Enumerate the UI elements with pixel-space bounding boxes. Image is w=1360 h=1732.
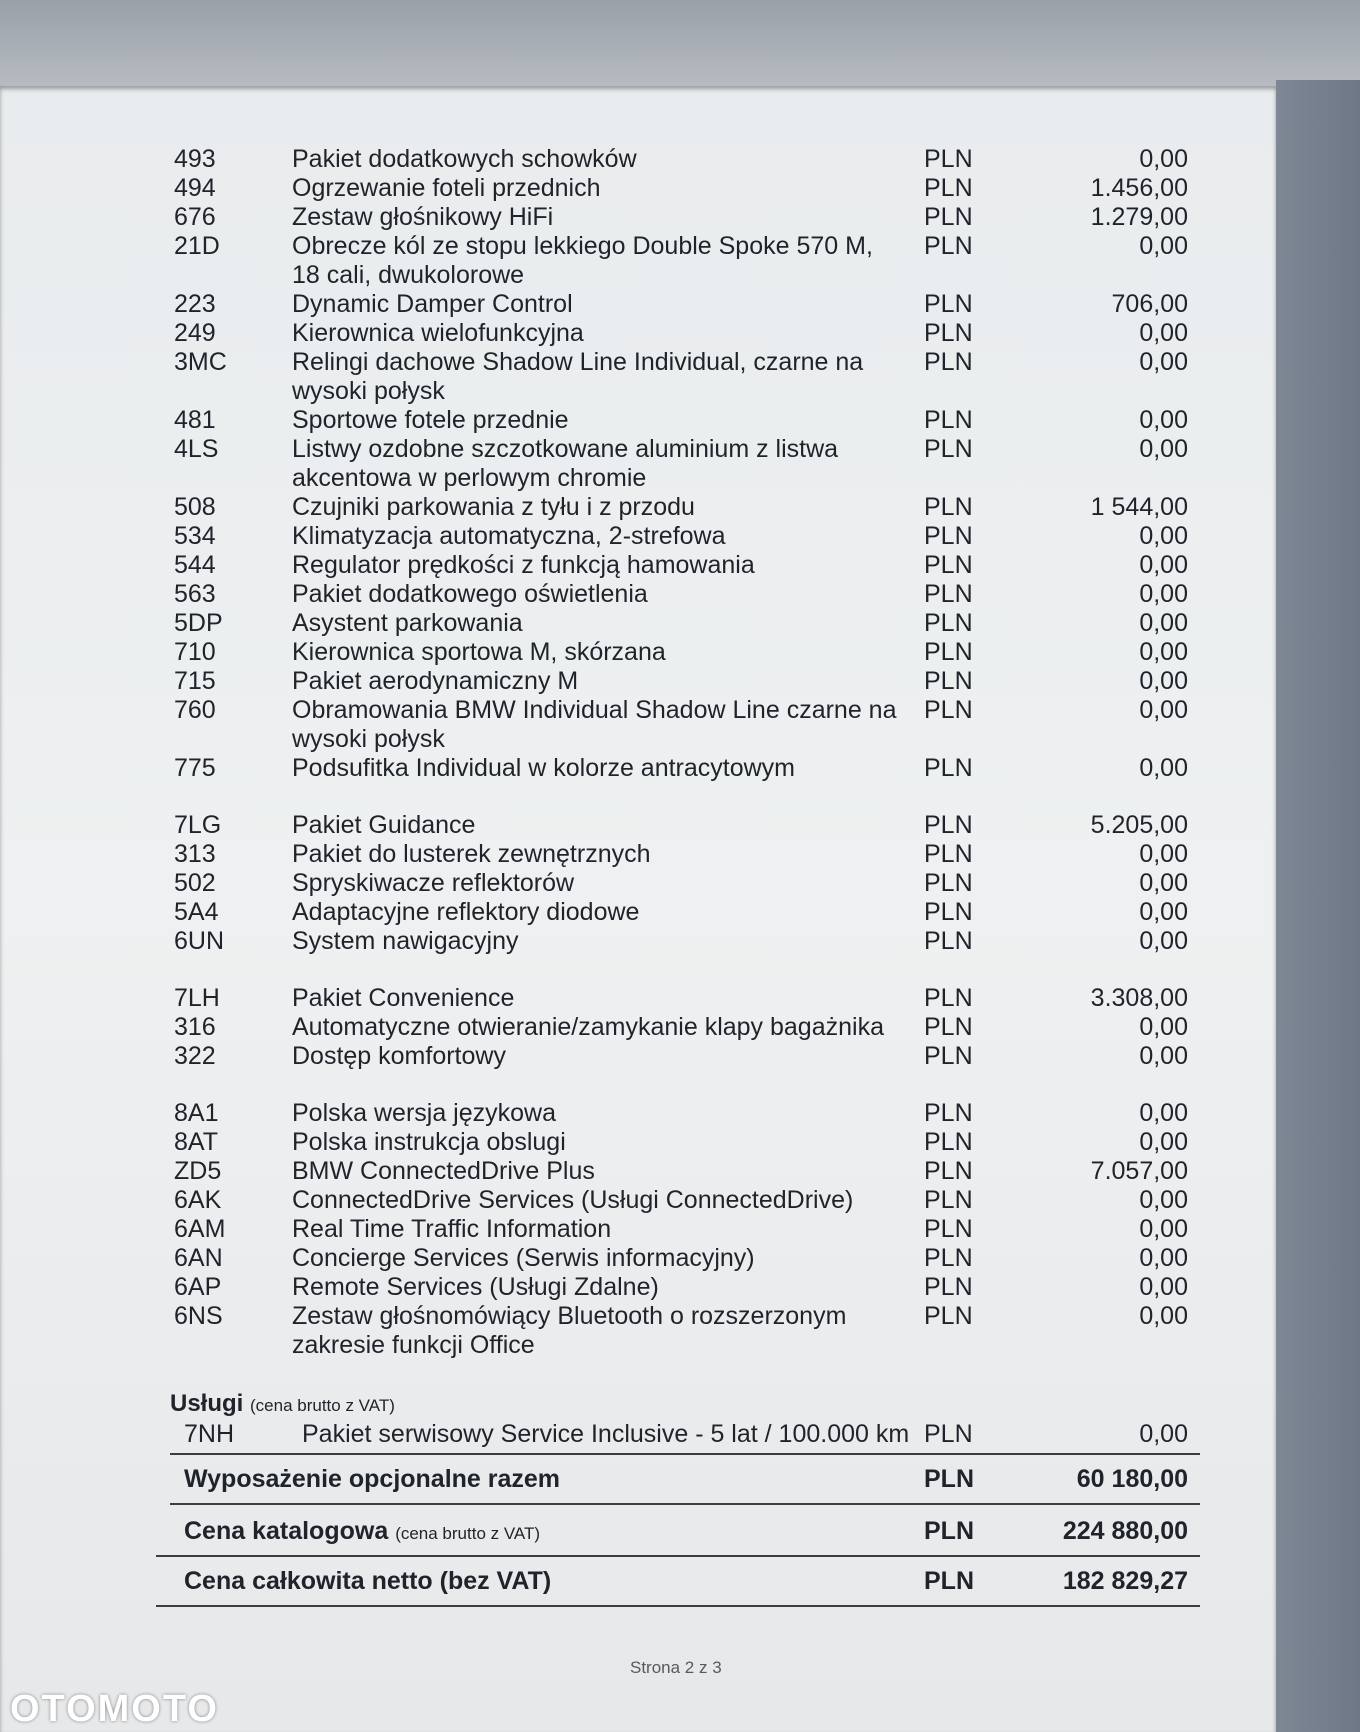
currency: PLN xyxy=(924,203,973,231)
option-description: Dynamic Damper Control xyxy=(292,290,573,318)
option-code: 494 xyxy=(174,174,216,202)
option-description: Remote Services (Usługi Zdalne) xyxy=(292,1273,659,1301)
option-description: Klimatyzacja automatyczna, 2-strefowa xyxy=(292,522,726,550)
currency: PLN xyxy=(924,869,973,897)
table-row xyxy=(170,522,1200,551)
option-description: Sportowe fotele przednie xyxy=(292,406,569,434)
option-price: 0,00 xyxy=(1139,869,1188,897)
table-row xyxy=(170,232,1200,290)
option-code: 322 xyxy=(174,1042,216,1070)
option-description: Relingi dachowe Shadow Line Individual, czarne na wysoki połysk xyxy=(292,348,864,405)
table-row xyxy=(170,1215,1200,1244)
currency: PLN xyxy=(924,898,973,926)
option-price: 0,00 xyxy=(1139,522,1188,550)
currency: PLN xyxy=(924,348,973,376)
currency: PLN xyxy=(924,840,973,868)
option-description: System nawigacyjny xyxy=(292,927,519,955)
option-description: Real Time Traffic Information xyxy=(292,1215,612,1243)
currency: PLN xyxy=(924,1186,973,1214)
option-price: 0,00 xyxy=(1139,840,1188,868)
brand-watermark: OTOMOTO xyxy=(10,1688,219,1730)
currency: PLN xyxy=(924,1013,973,1041)
option-description: Podsufitka Individual w kolorze antracytowym xyxy=(292,754,796,782)
currency: PLN xyxy=(924,435,973,463)
option-code: 502 xyxy=(174,869,216,897)
currency: PLN xyxy=(924,232,973,260)
option-code: 493 xyxy=(174,145,216,173)
option-price: 0,00 xyxy=(1139,551,1188,579)
currency: PLN xyxy=(924,1273,973,1301)
table-row xyxy=(170,290,1200,319)
option-price: 0,00 xyxy=(1139,580,1188,608)
option-code: 21D xyxy=(174,232,220,260)
option-description: Pakiet dodatkowych schowków xyxy=(292,145,637,173)
summary-label: Wyposażenie opcjonalne razem xyxy=(184,1465,561,1493)
table-row xyxy=(170,1302,1200,1360)
option-description: Pakiet do lusterek zewnętrznych xyxy=(292,840,651,868)
option-description: Kierownica wielofunkcyjna xyxy=(292,319,584,347)
option-code: 676 xyxy=(174,203,216,231)
option-price: 0,00 xyxy=(1139,319,1188,347)
currency: PLN xyxy=(924,811,973,839)
option-description: Regulator prędkości z funkcją hamowania xyxy=(292,551,755,579)
option-price: 0,00 xyxy=(1139,1186,1188,1214)
option-price: 0,00 xyxy=(1139,1273,1188,1301)
currency: PLN xyxy=(924,1244,973,1272)
currency: PLN xyxy=(924,1465,974,1493)
table-row xyxy=(170,174,1200,203)
option-price: 0,00 xyxy=(1139,145,1188,173)
table-row xyxy=(170,1128,1200,1157)
option-price: 0,00 xyxy=(1139,667,1188,695)
option-code: 710 xyxy=(174,638,216,666)
currency: PLN xyxy=(924,1567,974,1595)
option-code: 8A1 xyxy=(174,1099,219,1127)
option-code: 316 xyxy=(174,1013,216,1041)
table-row xyxy=(170,667,1200,696)
table-row xyxy=(170,754,1200,783)
option-price: 7.057,00 xyxy=(1090,1157,1188,1185)
table-row xyxy=(170,811,1200,840)
table-row xyxy=(170,551,1200,580)
option-price: 0,00 xyxy=(1139,1215,1188,1243)
currency: PLN xyxy=(924,754,973,782)
summary-label xyxy=(184,1507,540,1558)
net-price-row xyxy=(170,1557,1200,1605)
option-code: 249 xyxy=(174,319,216,347)
currency: PLN xyxy=(924,1302,973,1330)
currency: PLN xyxy=(924,1099,973,1127)
option-price: 1.279,00 xyxy=(1090,203,1188,231)
option-price: 0,00 xyxy=(1139,1013,1188,1041)
option-description: Adaptacyjne reflektory diodowe xyxy=(292,898,640,926)
table-row xyxy=(170,435,1200,493)
currency: PLN xyxy=(924,696,973,724)
option-description: Concierge Services (Serwis informacyjny) xyxy=(292,1244,755,1272)
option-description: Czujniki parkowania z tyłu i z przodu xyxy=(292,493,695,521)
table-row xyxy=(170,145,1200,174)
currency: PLN xyxy=(924,609,973,637)
divider xyxy=(156,1605,1200,1607)
option-description: Dostęp komfortowy xyxy=(292,1042,506,1070)
option-code: 775 xyxy=(174,754,216,782)
option-code: 534 xyxy=(174,522,216,550)
option-price: 5.205,00 xyxy=(1090,811,1188,839)
option-code: 6AP xyxy=(174,1273,222,1301)
table-row xyxy=(170,609,1200,638)
monitor-bezel-right xyxy=(1276,80,1360,1732)
option-price: 0,00 xyxy=(1139,1128,1188,1156)
currency: PLN xyxy=(924,493,973,521)
currency: PLN xyxy=(924,319,973,347)
summary-amount: 182 829,27 xyxy=(1062,1567,1188,1595)
currency: PLN xyxy=(924,984,973,1012)
services-title: Usługi xyxy=(170,1390,244,1417)
table-row xyxy=(170,696,1200,754)
option-code: 508 xyxy=(174,493,216,521)
currency: PLN xyxy=(924,927,973,955)
page-number: Strona 2 z 3 xyxy=(630,1658,722,1677)
option-code: 715 xyxy=(174,667,216,695)
summary-label: Cena całkowita netto (bez VAT) xyxy=(184,1567,552,1595)
option-description: Obrecze kól ze stopu lekkiego Double Spoke 570 M, 18 cali, dwukolorowe xyxy=(292,232,873,289)
option-price: 0,00 xyxy=(1139,638,1188,666)
summary-amount: 60 180,00 xyxy=(1076,1465,1188,1493)
option-price: 0,00 xyxy=(1139,1244,1188,1272)
option-description: Listwy ozdobne szczotkowane aluminium z listwa akcentowa w perlowym chromie xyxy=(292,435,839,492)
table-row xyxy=(170,1013,1200,1042)
option-code: 3MC xyxy=(174,348,227,376)
currency: PLN xyxy=(924,1042,973,1070)
currency: PLN xyxy=(924,580,973,608)
currency: PLN xyxy=(924,638,973,666)
option-code: 223 xyxy=(174,290,216,318)
currency: PLN xyxy=(924,1420,973,1448)
monitor-bezel-top xyxy=(0,0,1360,88)
option-description: Spryskiwacze reflektorów xyxy=(292,869,575,897)
option-description: Ogrzewanie foteli przednich xyxy=(292,174,601,202)
table-row xyxy=(170,927,1200,956)
option-description: Automatyczne otwieranie/zamykanie klapy bagażnika xyxy=(292,1013,884,1041)
option-description: Pakiet serwisowy Service Inclusive - 5 lat / 100.000 km xyxy=(302,1420,910,1448)
table-row xyxy=(170,869,1200,898)
option-code: 4LS xyxy=(174,435,219,463)
option-price: 0,00 xyxy=(1139,1420,1188,1448)
option-price: 1 544,00 xyxy=(1090,493,1188,521)
option-price: 3.308,00 xyxy=(1090,984,1188,1012)
option-description: Polska wersja językowa xyxy=(292,1099,556,1127)
option-code: 760 xyxy=(174,696,216,724)
table-row xyxy=(170,1420,1200,1449)
option-description: Zestaw głośnomówiący Bluetooth o rozszerzonym zakresie funkcji Office xyxy=(292,1302,847,1359)
option-description: ConnectedDrive Services (Usługi ConnectedDrive) xyxy=(292,1186,854,1214)
table-row xyxy=(170,580,1200,609)
option-price: 0,00 xyxy=(1139,348,1188,376)
option-description: Kierownica sportowa M, skórzana xyxy=(292,638,666,666)
option-description: Polska instrukcja obslugi xyxy=(292,1128,566,1156)
option-code: 7NH xyxy=(184,1420,235,1448)
option-code: 5DP xyxy=(174,609,223,637)
currency: PLN xyxy=(924,145,973,173)
catalog-price-label: Cena katalogowa xyxy=(184,1517,389,1545)
table-row xyxy=(170,319,1200,348)
option-code: 6NS xyxy=(174,1302,223,1330)
optional-total-row xyxy=(170,1455,1200,1503)
option-price: 0,00 xyxy=(1139,435,1188,463)
option-description: Pakiet aerodynamiczny M xyxy=(292,667,579,695)
currency: PLN xyxy=(924,551,973,579)
catalog-price-note: (cena brutto z VAT) xyxy=(395,1524,541,1543)
currency: PLN xyxy=(924,174,973,202)
option-price: 0,00 xyxy=(1139,696,1188,724)
option-code: 6AN xyxy=(174,1244,223,1272)
equipment-table xyxy=(170,145,1200,1607)
option-code: 544 xyxy=(174,551,216,579)
table-row xyxy=(170,1273,1200,1302)
currency: PLN xyxy=(924,290,973,318)
option-price: 706,00 xyxy=(1111,290,1188,318)
currency: PLN xyxy=(924,667,973,695)
catalog-price-row xyxy=(170,1507,1200,1555)
table-row xyxy=(170,1244,1200,1273)
table-row xyxy=(170,1099,1200,1128)
services-note: (cena brutto z VAT) xyxy=(250,1396,395,1415)
table-row xyxy=(170,1157,1200,1186)
currency: PLN xyxy=(924,1157,973,1185)
table-row xyxy=(170,203,1200,232)
option-code: 7LH xyxy=(174,984,220,1012)
currency: PLN xyxy=(924,1128,973,1156)
option-description: BMW ConnectedDrive Plus xyxy=(292,1157,595,1185)
option-description: Pakiet dodatkowego oświetlenia xyxy=(292,580,648,608)
option-price: 0,00 xyxy=(1139,927,1188,955)
option-price: 0,00 xyxy=(1139,1042,1188,1070)
option-description: Pakiet Guidance xyxy=(292,811,476,839)
table-row xyxy=(170,898,1200,927)
option-code: 8AT xyxy=(174,1128,218,1156)
table-row xyxy=(170,406,1200,435)
option-description: Zestaw głośnikowy HiFi xyxy=(292,203,554,231)
option-price: 1.456,00 xyxy=(1090,174,1188,202)
currency: PLN xyxy=(924,1215,973,1243)
option-code: ZD5 xyxy=(174,1157,222,1185)
divider xyxy=(170,1503,1200,1505)
option-code: 481 xyxy=(174,406,216,434)
option-code: 6AK xyxy=(174,1186,222,1214)
option-price: 0,00 xyxy=(1139,406,1188,434)
option-description: Asystent parkowania xyxy=(292,609,523,637)
option-code: 6UN xyxy=(174,927,225,955)
option-code: 6AM xyxy=(174,1215,226,1243)
table-row xyxy=(170,1186,1200,1215)
services-heading xyxy=(170,1390,1200,1420)
option-description: Pakiet Convenience xyxy=(292,984,515,1012)
table-row xyxy=(170,638,1200,667)
table-row xyxy=(170,840,1200,869)
option-price: 0,00 xyxy=(1139,1302,1188,1330)
currency: PLN xyxy=(924,522,973,550)
option-code: 5A4 xyxy=(174,898,219,926)
table-row xyxy=(170,348,1200,406)
option-price: 0,00 xyxy=(1139,609,1188,637)
option-price: 0,00 xyxy=(1139,754,1188,782)
table-row xyxy=(170,1042,1200,1071)
currency: PLN xyxy=(924,1517,974,1545)
option-code: 563 xyxy=(174,580,216,608)
option-price: 0,00 xyxy=(1139,232,1188,260)
option-code: 313 xyxy=(174,840,216,868)
option-price: 0,00 xyxy=(1139,898,1188,926)
option-price: 0,00 xyxy=(1139,1099,1188,1127)
table-row xyxy=(170,984,1200,1013)
table-row xyxy=(170,493,1200,522)
option-description: Obramowania BMW Individual Shadow Line czarne na wysoki połysk xyxy=(292,696,897,753)
currency: PLN xyxy=(924,406,973,434)
option-code: 7LG xyxy=(174,811,222,839)
summary-amount: 224 880,00 xyxy=(1062,1517,1188,1545)
